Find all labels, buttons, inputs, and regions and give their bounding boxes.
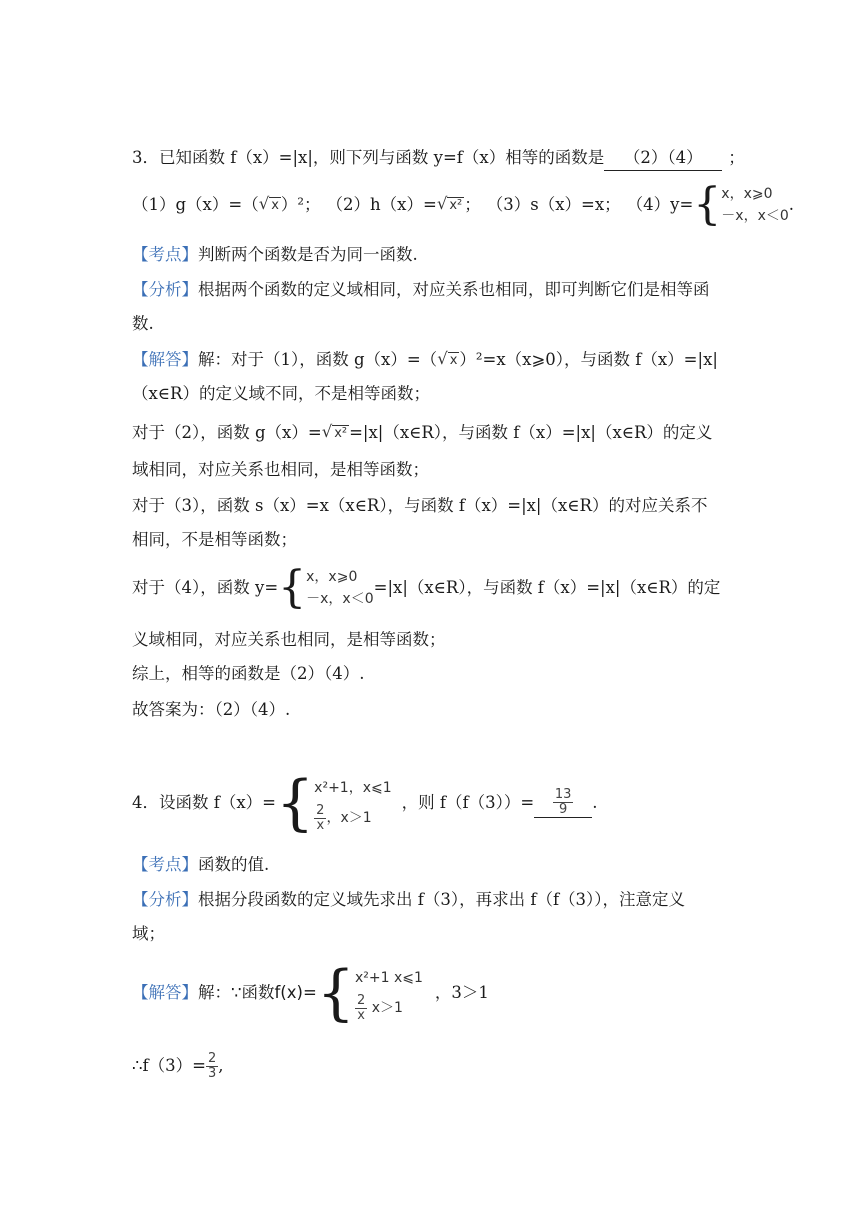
case-1: x²+1 x⩽1 [354,970,423,986]
q4-fenxi-2: 域； [132,924,165,943]
sqrt-icon: √ x² [321,422,348,441]
fraction: $\frac{2}{x}$ [356,992,366,1023]
fenxi-text: 根据分段函数的定义域先求出 f（3），再求出 f（f（3）），注意定义 [198,890,686,909]
q4-stem-prefix: 4．设函数 f（x）= [132,793,276,812]
fraction: $\frac{2}{x}$ [316,802,325,833]
fraction: $\frac{13}{9}$ [554,787,572,817]
jieda-tag: 【解答】 [132,983,198,1002]
option-3: （3）s（x）=x； [486,195,621,214]
fenxi-tag: 【分析】 [132,280,198,299]
brace-icon: { [275,768,315,838]
q3-jieda-5: 对于（3），函数 s（x）=x（x∈R），与函数 f（x）=|x|（x∈R）的对应关系不 [132,496,708,515]
q4-fenxi-1 [132,888,685,912]
fraction: $\frac{2}{3}$ [207,1050,217,1081]
case-2: －x，x＜0 [306,591,374,607]
q4-jieda-2 [132,1046,223,1086]
brace-icon: { [278,562,307,613]
fenxi-tag: 【分析】 [132,890,198,909]
q3-jieda-10: 故答案为：（2）（4）. [132,700,291,719]
option-4-suffix: . [788,195,795,214]
case-2: $\frac{2}{x}$ x＞1 [356,992,403,1023]
case-2: $\frac{2}{x}$ ，x＞1 [316,802,372,833]
q3-jieda-6: 相同，不是相等函数； [132,530,297,549]
kaodian-tag: 【考点】 [132,855,198,874]
brace-icon: { [693,179,722,230]
jieda-1-suffix: ，3＞1 [434,983,489,1002]
q3-jieda-4: 域相同，对应关系也相同，是相等函数； [132,460,429,479]
jieda-2-suffix: , [218,1056,224,1075]
sqrt-icon: √ x [437,349,458,368]
jieda-7-prefix: 对于（4），函数 y= [132,578,279,597]
option-1-suffix: ）²； [280,195,321,214]
sqrt-icon: √ x² [436,194,463,213]
jieda-tag: 【解答】 [132,350,198,369]
kaodian-text: 判断两个函数是否为同一函数. [198,245,418,264]
piecewise-function [275,768,392,838]
q4-jieda-1 [132,958,489,1028]
piecewise-function [278,562,374,613]
case-2: －x，x＜0 [721,208,789,224]
q3-jieda-3 [132,420,712,446]
q3-fenxi-1 [132,278,710,302]
q3-options [132,179,795,230]
q3-jieda-8: 义域相同，对应关系也相同，是相等函数； [132,630,446,649]
jieda-3-suffix: =|x|（x∈R），与函数 f（x）=|x|（x∈R）的定义 [349,423,713,442]
q3-kaodian [132,243,418,267]
case-1: x，x⩾0 [306,569,358,585]
jieda-1-suffix: ）²=x（x⩾0），与函数 f（x）=|x| [459,350,718,369]
jieda-2-prefix: ∴f（3）= [132,1056,206,1075]
q3-jieda-2: （x∈R）的定义域不同，不是相等函数； [132,384,430,403]
q3-jieda-9: 综上，相等的函数是（2）（4）. [132,664,365,683]
q4-answer [534,788,592,818]
brace-icon: { [316,958,355,1028]
kaodian-text: 函数的值. [198,855,270,874]
jieda-1-prefix: 解：∵函数f(x)= [198,983,317,1002]
q3-stem-suffix: ； [728,148,745,167]
q3-stem [132,146,745,171]
option-2-prefix: （2）h（x）= [326,195,437,214]
sqrt-icon: √ x [258,194,279,213]
q3-answer: （2）（4） [604,146,722,171]
kaodian-tag: 【考点】 [132,245,198,264]
case-1: x，x⩾0 [721,186,773,202]
q4-stem-suffix: . [592,793,598,812]
q3-jieda-7 [132,562,721,613]
fenxi-text: 根据两个函数的定义域相同，对应关系也相同，即可判断它们是相等函 [198,280,710,299]
piecewise-function [316,958,423,1028]
q3-fenxi-2: 数. [132,314,154,333]
case-1: x²+1，x⩽1 [314,780,392,796]
q4-stem [132,770,597,836]
piecewise-function [693,179,789,230]
jieda-3-prefix: 对于（2），函数 g（x）= [132,423,322,442]
option-2-suffix: ； [464,195,481,214]
q4-stem-mid: ，则 f（f（3））= [401,793,535,812]
q3-stem-prefix: 3．已知函数 f（x）=|x|，则下列与函数 y=f（x）相等的函数是 [132,148,605,167]
q4-kaodian [132,853,269,877]
jieda-1-prefix: 解：对于（1），函数 g（x）=（ [198,350,438,369]
q3-jieda-1 [132,347,718,373]
jieda-7-suffix: =|x|（x∈R），与函数 f（x）=|x|（x∈R）的定 [373,578,721,597]
option-1-prefix: （1）g（x）=（ [132,195,259,214]
option-4-prefix: （4）y= [626,195,694,214]
